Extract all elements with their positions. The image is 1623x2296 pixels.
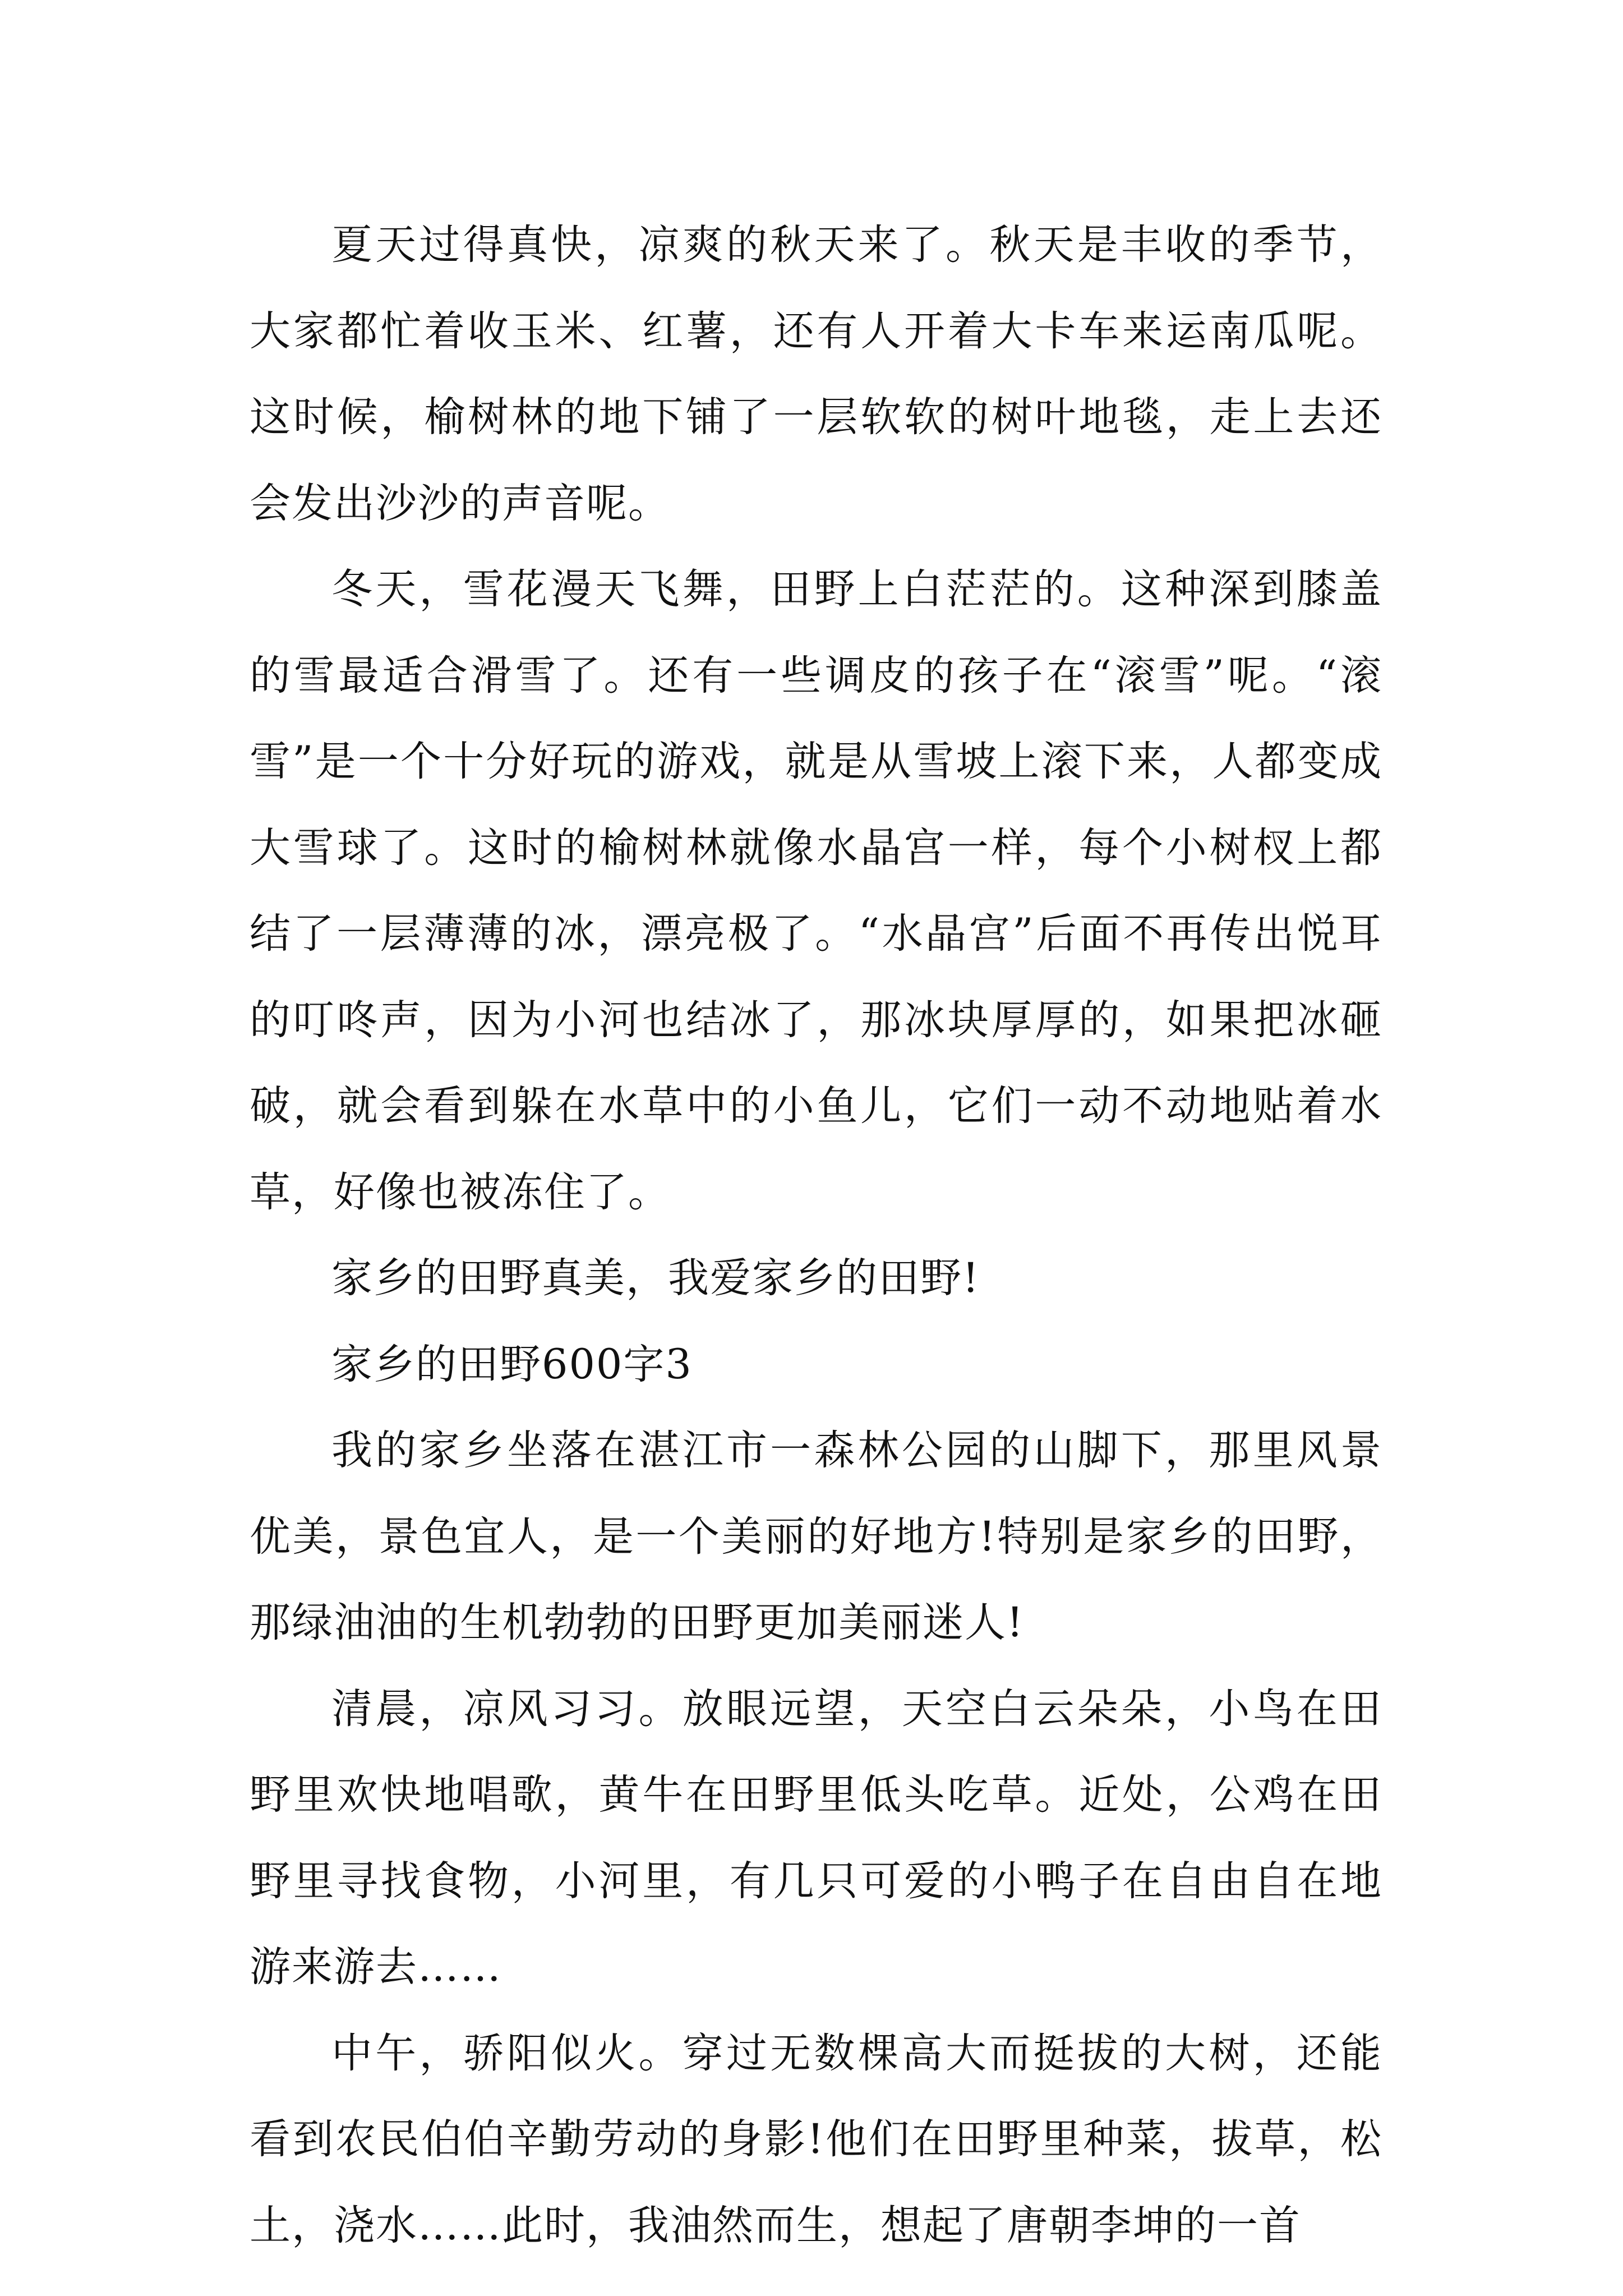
paragraph-noon: 中午，骄阳似火。穿过无数棵高大而挺拔的大树，还能看到农民伯伯辛勤劳动的身影!他们在田野里种菜，拔草，松土，浇水……此时，我油然而生，想起了唐朝李坤的一首	[250, 2029, 1382, 2249]
document-body	[250, 202, 1382, 2269]
essay-heading: 家乡的田野600字3	[331, 1340, 693, 1388]
paragraph-autumn: 夏天过得真快，凉爽的秋天来了。秋天是丰收的季节，大家都忙着收玉米、红薯，还有人开着大卡车来运南瓜呢。这时候，榆树林的地下铺了一层软软的树叶地毯，走上去还会发出沙沙的声音呢。	[250, 221, 1382, 527]
paragraph-hometown-intro: 我的家乡坐落在湛江市一森林公园的山脚下，那里风景优美，景色宜人，是一个美丽的好地方!特别是家乡的田野，那绿油油的生机勃勃的田野更加美丽迷人!	[250, 1427, 1382, 1646]
paragraph-morning: 清晨，凉风习习。放眼远望，天空白云朵朵，小鸟在田野里欢快地唱歌，黄牛在田野里低头吃草。近处，公鸡在田野里寻找食物，小河里，有几只可爱的小鸭子在自由自在地游来游去……	[250, 1685, 1382, 1991]
paragraph-conclusion: 家乡的田野真美，我爱家乡的田野!	[331, 1254, 980, 1302]
paragraph-winter: 冬天，雪花漫天飞舞，田野上白茫茫的。这种深到膝盖的雪最适合滑雪了。还有一些调皮的孩子在“滚雪”呢。“滚雪”是一个十分好玩的游戏，就是从雪坡上滚下来，人都变成大雪球了。这时的榆树林就像水晶宫一样，每个小树杈上都结了一层薄薄的冰，漂亮极了。“水晶宫”后面不再传出悦耳的叮咚声，因为小河也结冰了，那冰块厚厚的，如果把冰砸破，就会看到躲在水草中的小鱼儿，它们一动不动地贴着水草，好像也被冻住了。	[250, 565, 1382, 1216]
